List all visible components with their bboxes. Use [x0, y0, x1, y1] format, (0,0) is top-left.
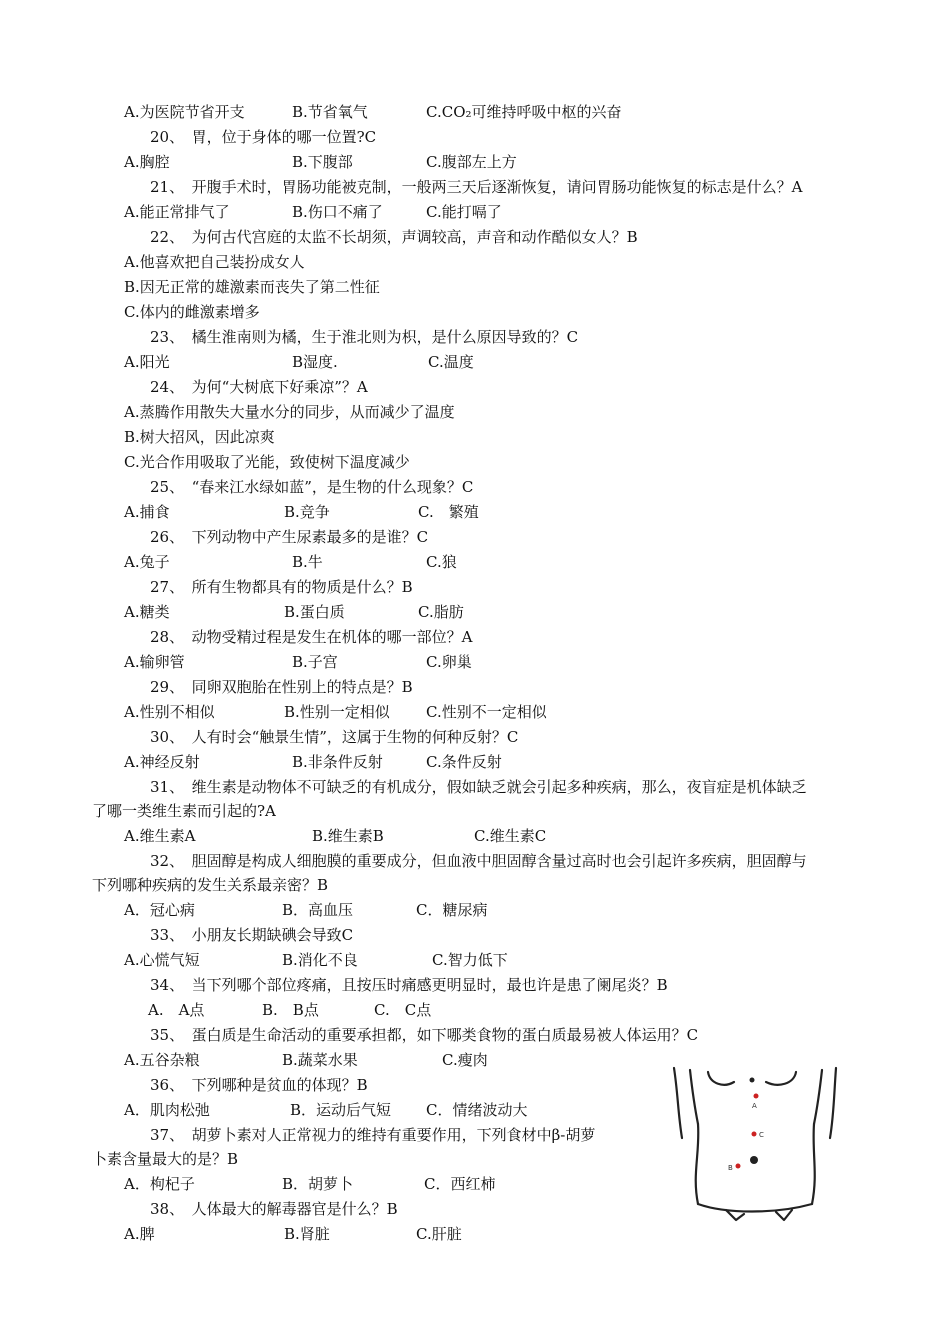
question-text: 31、 维生素是动物体不可缺乏的有机成分，假如缺乏就会引起多种疾病，那么，夜盲症是机体缺乏 — [150, 778, 807, 796]
option-13-a: A.蒸腾作用散失大量水分的同步，从而减少了温度 — [124, 403, 455, 421]
option-7-a: A.他喜欢把自己装扮成女人 — [124, 253, 305, 271]
question-text: 26、 下列动物中产生尿素最多的是谁？C — [150, 528, 429, 546]
option-30-c: C.维生素C — [474, 827, 547, 845]
option-35-a: A.心慌气短 — [124, 951, 200, 969]
question-text: 22、 为何古代宫庭的太监不长胡须，声调较高，声音和动作酷似女人？B — [150, 228, 638, 246]
left-arm-outline — [674, 1068, 682, 1138]
option-5-a: A.能正常排气了 — [124, 203, 230, 221]
navel-dot — [750, 1156, 758, 1164]
right-leg-mark — [776, 1210, 792, 1220]
point-b-label: B — [728, 1164, 733, 1172]
option-41-a: A．肌肉松弛 — [124, 1101, 210, 1119]
point-a-dot — [754, 1094, 759, 1099]
question-text: 23、 橘生淮南则为橘，生于淮北则为枳，是什么原因导致的？C — [150, 328, 579, 346]
point-a-label: A — [752, 1102, 757, 1110]
option-1-b: B.节省氧气 — [292, 103, 368, 121]
option-27-c: C.条件反射 — [426, 753, 502, 771]
chest-center-dot — [750, 1078, 755, 1083]
option-3-a: A.胸腔 — [124, 153, 170, 171]
option-27-a: A.神经反射 — [124, 753, 200, 771]
option-14-a: B.树大招风，因此凉爽 — [124, 428, 275, 446]
option-46-c: C.肝脏 — [416, 1225, 462, 1243]
option-33-c: C．糖尿病 — [416, 901, 488, 919]
option-9-a: C.体内的雌激素增多 — [124, 303, 260, 321]
question-text: 37、 胡萝卜素对人正常视力的维持有重要作用，下列食材中β-胡萝 — [150, 1126, 596, 1144]
option-39-b: B.蔬菜水果 — [282, 1051, 358, 1069]
question-text: 38、 人体最大的解毒器官是什么？B — [150, 1200, 398, 1218]
option-11-a: A.阳光 — [124, 353, 170, 371]
abdomen-diagram — [666, 1064, 846, 1224]
option-21-a: A.糖类 — [124, 603, 170, 621]
question-continuation: 卜素含量最大的是？B — [92, 1150, 239, 1168]
option-25-b: B.性别一定相似 — [284, 703, 390, 721]
point-c-dot — [752, 1132, 757, 1137]
option-41-b: B．运动后气短 — [290, 1101, 392, 1119]
option-11-b: B湿度. — [292, 353, 338, 371]
option-8-a: B.因无正常的雄激素而丧失了第二性征 — [124, 278, 380, 296]
right-waist — [812, 1124, 815, 1204]
option-33-a: A．冠心病 — [124, 901, 195, 919]
question-text: 34、 当下列哪个部位疼痛，且按压时痛感更明显时，最也许是患了阑尾炎？B — [150, 976, 668, 994]
option-44-c: C．西红柿 — [424, 1175, 496, 1193]
option-30-b: B.维生素B — [312, 827, 384, 845]
left-waist — [696, 1124, 699, 1204]
question-text: 28、 动物受精过程是发生在机体的哪一部位？A — [150, 628, 473, 646]
option-5-c: C.能打嗝了 — [426, 203, 502, 221]
option-25-a: A.性别不相似 — [124, 703, 215, 721]
option-44-a: A．枸杞子 — [124, 1175, 195, 1193]
option-3-c: C.腹部左上方 — [426, 153, 517, 171]
option-11-c: C.温度 — [428, 353, 474, 371]
option-23-a: A.输卵管 — [124, 653, 185, 671]
question-continuation: 下列哪种疾病的发生关系最亲密？B — [92, 876, 329, 894]
question-text: 20、 胃，位于身体的哪一位置?C — [150, 128, 377, 146]
point-c-label: C — [759, 1131, 764, 1139]
question-text: 32、 胆固醇是构成人细胞膜的重要成分，但血液中胆固醇含量过高时也会引起许多疾病，胆固醇与 — [150, 852, 807, 870]
right-chest-curve — [766, 1072, 796, 1085]
option-27-b: B.非条件反射 — [292, 753, 383, 771]
question-text: 36、 下列哪种是贫血的体现？B — [150, 1076, 368, 1094]
option-37-a: A. A点 — [148, 1001, 205, 1019]
question-text: 24、 为何“大树底下好乘凉”？A — [150, 378, 368, 396]
option-1-c: C.CO₂可维持呼吸中枢的兴奋 — [426, 103, 622, 121]
question-continuation: 了哪一类维生素而引起的?A — [92, 802, 276, 820]
right-arm-outline — [830, 1068, 836, 1138]
option-19-c: C.狼 — [426, 553, 457, 571]
left-chest-curve — [708, 1072, 734, 1085]
option-39-a: A.五谷杂粮 — [124, 1051, 200, 1069]
option-21-c: C.脂肪 — [418, 603, 464, 621]
option-46-b: B.肾脏 — [284, 1225, 330, 1243]
option-21-b: B.蛋白质 — [284, 603, 345, 621]
lower-belly-curve — [698, 1204, 812, 1212]
question-text: 27、 所有生物都具有的物质是什么？B — [150, 578, 413, 596]
option-17-c: C. 繁殖 — [418, 503, 479, 521]
option-41-c: C．情绪波动大 — [426, 1101, 528, 1119]
question-text: 33、 小朋友长期缺碘会导致C — [150, 926, 354, 944]
option-35-b: B.消化不良 — [282, 951, 358, 969]
option-44-b: B．胡萝卜 — [282, 1175, 354, 1193]
option-23-c: C.卵巢 — [426, 653, 472, 671]
option-1-a: A.为医院节省开支 — [124, 103, 245, 121]
option-25-c: C.性别不一定相似 — [426, 703, 547, 721]
question-text: 25、 “春来江水绿如蓝”，是生物的什么现象？C — [150, 478, 474, 496]
option-30-a: A.维生素A — [124, 827, 196, 845]
question-text: 30、 人有时会“触景生情”，这属于生物的何种反射？C — [150, 728, 519, 746]
question-text: 21、 开腹手术时，胃肠功能被克制，一般两三天后逐渐恢复，请问胃肠功能恢复的标志是什么？A — [150, 178, 803, 196]
option-37-b: B. B点 — [262, 1001, 319, 1019]
option-35-c: C.智力低下 — [432, 951, 508, 969]
option-5-b: B.伤口不痛了 — [292, 203, 383, 221]
option-39-c: C.瘦肉 — [442, 1051, 488, 1069]
point-b-dot — [736, 1164, 741, 1169]
question-text: 35、 蛋白质是生命活动的重要承担都，如下哪类食物的蛋白质最易被人体运用？C — [150, 1026, 699, 1044]
option-37-c: C. C点 — [374, 1001, 432, 1019]
option-46-a: A.脾 — [124, 1225, 155, 1243]
option-19-a: A.兔子 — [124, 553, 170, 571]
option-33-b: B．高血压 — [282, 901, 354, 919]
right-arm-inner — [814, 1070, 822, 1124]
option-15-a: C.光合作用吸取了光能，致使树下温度减少 — [124, 453, 410, 471]
question-text: 29、 同卵双胞胎在性别上的特点是？B — [150, 678, 413, 696]
option-17-a: A.捕食 — [124, 503, 170, 521]
option-19-b: B.牛 — [292, 553, 323, 571]
option-3-b: B.下腹部 — [292, 153, 353, 171]
left-arm-inner — [690, 1070, 698, 1124]
option-23-b: B.子宫 — [292, 653, 338, 671]
option-17-b: B.竞争 — [284, 503, 330, 521]
